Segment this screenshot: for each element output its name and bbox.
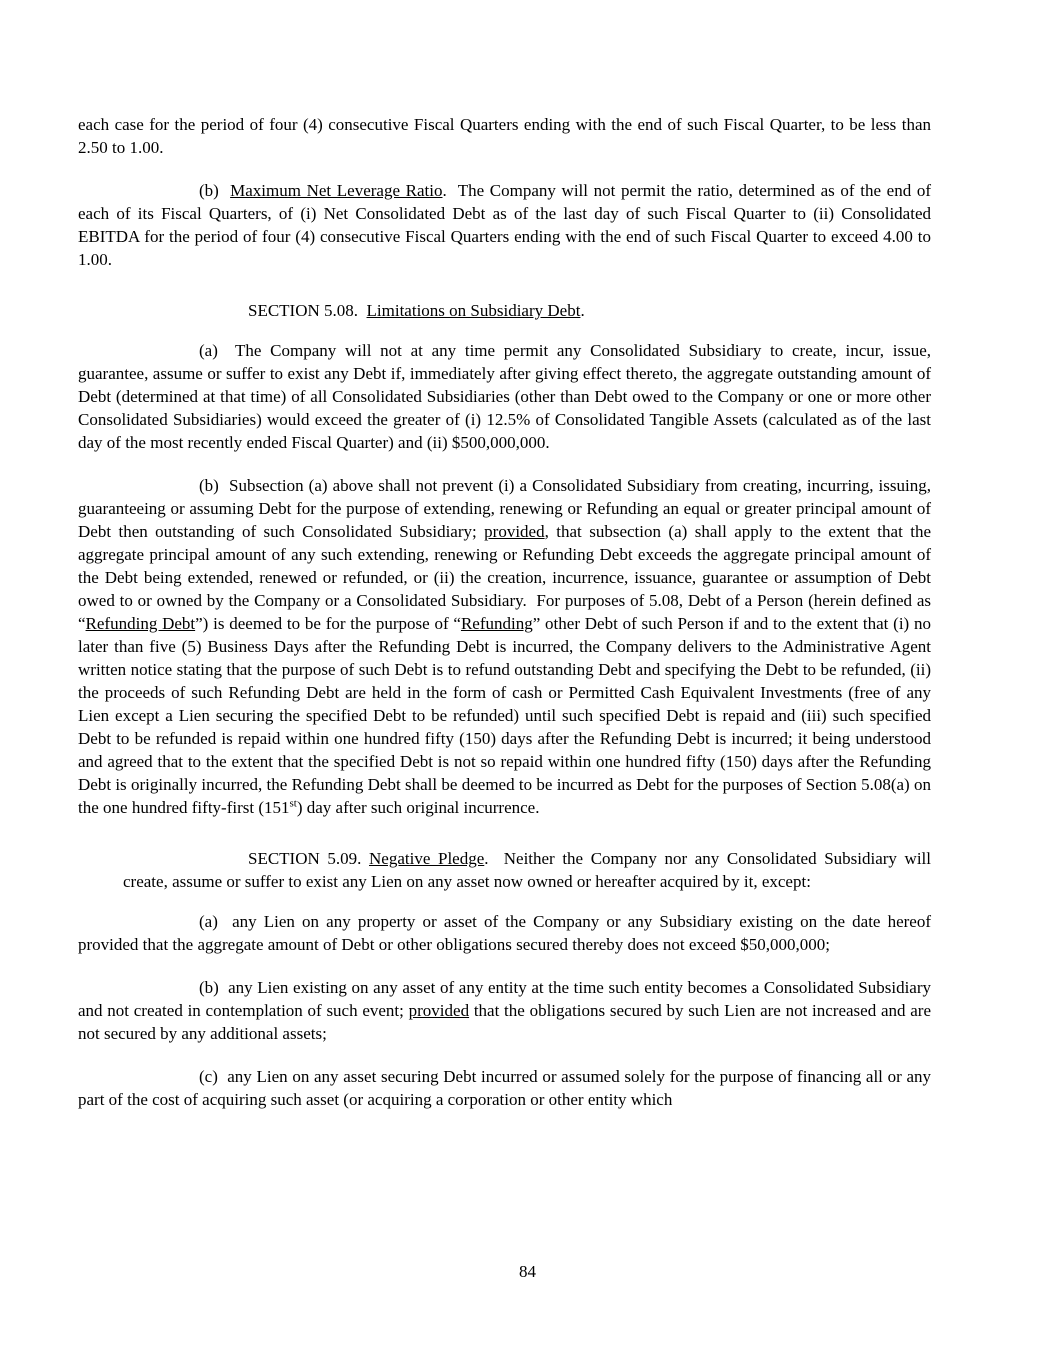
section-508-heading <box>78 299 931 322</box>
text-run: . <box>580 301 585 320</box>
paragraph-continuation <box>78 113 931 159</box>
text-run: , that subsection (a) shall apply to the extent that the aggregate principal amount of any such extending, renewing or Refunding Debt exceeds the aggregate principal amount of the Debt being extended, renewed or refunded, or (ii) the creation, incurrence, issuance, guarantee or assumption of Debt owed to or owned by the Company or a Consolidated Subsidiary. For purposes of 5.08, Debt of a Person (herein defined as “ <box>78 522 931 633</box>
text-run: (a) any Lien on any property or asset of the Company or any Subsidiary existing on the date hereof provided that the aggregate amount of Debt or other obligations secured thereby does not exceed $50,000,000; <box>78 912 931 954</box>
text-run: ) day after such original incurrence. <box>296 798 540 817</box>
underlined-phrase-provided: provided <box>484 522 545 541</box>
paragraph-508-a <box>78 339 931 454</box>
page-number: 84 <box>519 1262 536 1281</box>
underlined-phrase-limitations-on-subsidiary-debt: Limitations on Subsidiary Debt <box>366 301 581 320</box>
underlined-phrase-refunding-debt: Refunding Debt <box>85 614 196 633</box>
text-run: ” other Debt of such Person if and to the extent that (i) no later than five (5) Business Days after the Refunding Debt is incurred, the Company delivers to the Administrative Agent written notice stating that the purpose of such Debt is to refund outstanding Debt and specifying the Debt to be refunded, (ii) the proceeds of such Refunding Debt are held in the form of cash or Permitted Cash Equivalent Investments (free of any Lien except a Lien securing the specified Debt to be refunded) until such specified Debt is repaid and (iii) such specified Debt to be refunded is repaid within one hundred fifty (150) days after the Refunding Debt is incurred; it being understood and agreed that to the extent that the specified Debt is not so repaid within one hundred fifty (150) days after the Refunding Debt is originally incurred, the Refunding Debt shall be deemed to be incurred as Debt for the purposes of Section 5.08(a) on the one hundred fifty-first (151 <box>78 614 931 817</box>
text-run: (b) Subsection (a) above shall not prevent (i) a Consolidated Subsidiary from creating, incurring, issuing, guaranteeing or assuming Debt for the purpose of extending, renewing or Refunding an equal or greater principal amount of Debt then outstanding of such Consolidated Subsidiary; <box>78 476 931 541</box>
text-run: (b) any Lien existing on any asset of any entity at the time such entity becomes a Consolidated Subsidiary and not created in contemplation of such event; <box>78 978 931 1020</box>
section-509-heading-paragraph <box>123 847 931 893</box>
paragraph-b-max-net-leverage-ratio <box>78 179 931 271</box>
underlined-phrase-negative-pledge: Negative Pledge <box>369 849 485 868</box>
text-run: (c) any Lien on any asset securing Debt incurred or assumed solely for the purpose of financing all or any part of the cost of acquiring such asset (or acquiring a corporation or other entity which <box>78 1067 931 1109</box>
text-run: SECTION 5.09. <box>248 849 370 868</box>
paragraph-508-b <box>78 474 931 819</box>
paragraph-509-c <box>78 1065 931 1111</box>
underlined-phrase-refunding: Refunding <box>460 614 533 633</box>
text-run: . Neither the Company nor any Consolidated Subsidiary will create, assume or suffer to exist any Lien on any asset now owned or hereafter acquired by it, except: <box>123 849 931 891</box>
superscript-ordinal-st: st <box>289 797 297 810</box>
text-run: ”) is deemed to be for the purpose of “ <box>195 614 461 633</box>
text-run: each case for the period of four (4) consecutive Fiscal Quarters ending with the end of such Fiscal Quarter, to be less than 2.50 to 1.00. <box>78 115 931 157</box>
text-run: (a) The Company will not at any time permit any Consolidated Subsidiary to create, incur, issue, guarantee, assume or suffer to exist any Debt if, immediately after giving effect thereto, the aggregate outstanding amount of Debt (determined at that time) of all Consolidated Subsidiaries (other than Debt owed to the Company or one or more other Consolidated Subsidiaries) would exceed the greater of (i) 12.5% of Consolidated Tangible Assets (calculated as of the last day of the most recently ended Fiscal Quarter) and (ii) $500,000,000. <box>78 341 931 452</box>
paragraph-509-b <box>78 976 931 1045</box>
text-run: . The Company will not permit the ratio, determined as of the end of each of its Fiscal Quarters, of (i) Net Consolidated Debt as of the last day of such Fiscal Quarter to (ii) Consolidated EBITDA for the period of four (4) consecutive Fiscal Quarters ending with the end of such Fiscal Quarter to exceed 4.00 to 1.00. <box>78 181 931 269</box>
underlined-phrase-maximum-net-leverage-ratio: Maximum Net Leverage Ratio <box>230 181 443 200</box>
paragraph-509-a <box>78 910 931 956</box>
text-run: SECTION 5.08. <box>248 301 367 320</box>
underlined-phrase-provided-509b: provided <box>408 1001 470 1020</box>
text-run: (b) <box>199 181 231 200</box>
text-run: that the obligations secured by such Lien are not increased and are not secured by any additional assets; <box>78 1001 932 1043</box>
